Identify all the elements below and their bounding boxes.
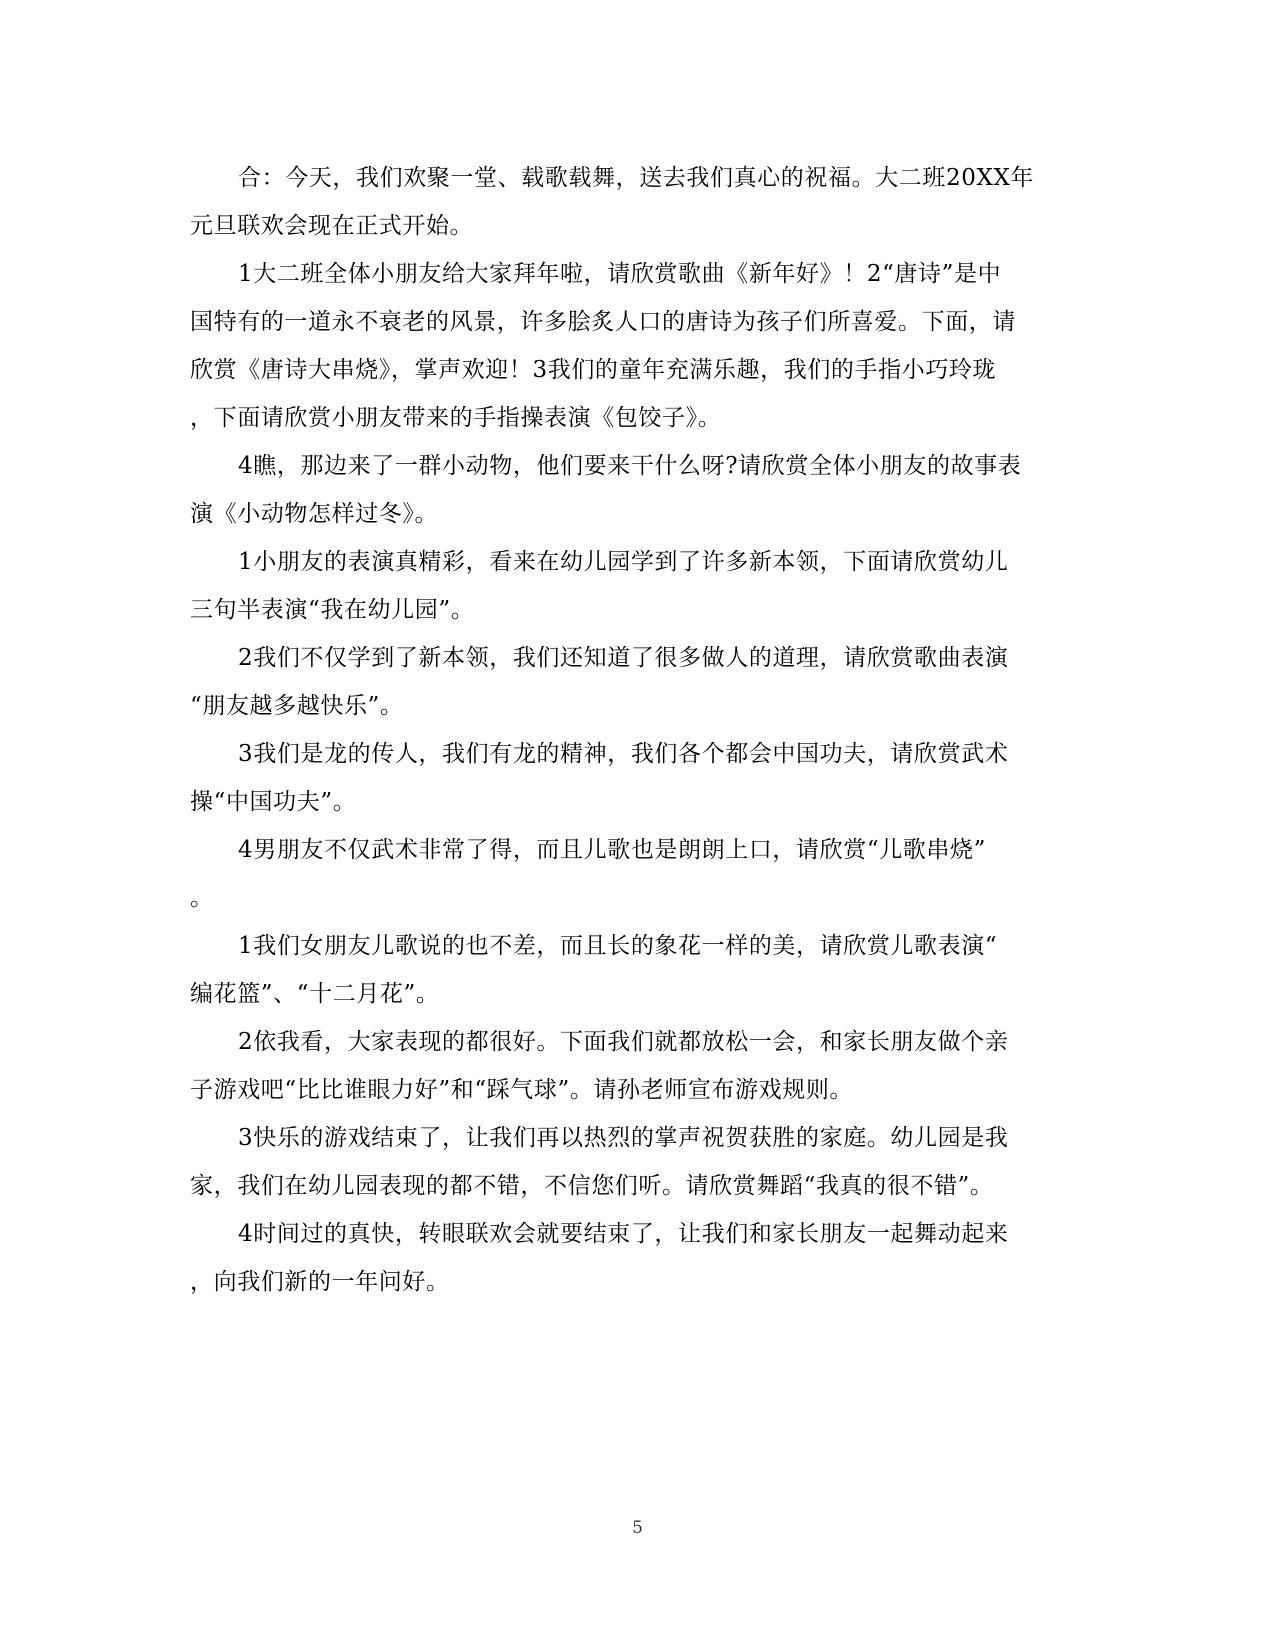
paragraph-program-5: 3我们是龙的传人，我们有龙的精神，我们各个都会中国功夫，请欣赏武术 操“中国功夫”。	[190, 741, 1009, 815]
paragraph-program-3: 1小朋友的表演真精彩，看来在幼儿园学到了许多新本领，下面请欣赏幼儿 三句半表演“我在幼儿园”。	[190, 549, 1009, 623]
paragraph-program-8: 2依我看，大家表现的都很好。下面我们就都放松一会，和家长朋友做个亲 子游戏吧“比比谁眼力好”和“踩气球”。请孙老师宣布游戏规则。	[190, 1029, 1009, 1103]
paragraph-closing: 4时间过的真快，转眼联欢会就要结束了，让我们和家长朋友一起舞动起来 ，向我们新的一年问好。	[190, 1221, 1009, 1295]
paragraph-program-7: 1我们女朋友儿歌说的也不差，而且长的象花一样的美，请欣赏儿歌表演“ 编花篮”、“十二月花”。	[190, 933, 998, 1007]
page-number: 5	[632, 1518, 643, 1538]
paragraph-program-2: 4瞧，那边来了一群小动物，他们要来干什么呀?请欣赏全体小朋友的故事表 演《小动物怎样过冬》。	[190, 453, 1022, 527]
paragraph-program-1: 1大二班全体小朋友给大家拜年啦，请欣赏歌曲《新年好》！2“唐诗”是中 国特有的一道永不衰老的风景，许多脍炙人口的唐诗为孩子们所喜爱。下面，请 欣赏《唐诗大串烧》，掌声欢迎！3我们的童年充满乐趣，我们的手指小巧玲珑 ，下面请欣赏小朋友带来的手指操表演《包饺子》。	[190, 261, 1016, 431]
paragraph-program-9: 3快乐的游戏结束了，让我们再以热烈的掌声祝贺获胜的家庭。幼儿园是我 家，我们在幼儿园表现的都不错，不信您们听。请欣赏舞蹈“我真的很不错”。	[190, 1125, 1009, 1199]
paragraph-program-4: 2我们不仅学到了新本领，我们还知道了很多做人的道理，请欣赏歌曲表演 “朋友越多越快乐”。	[190, 645, 1009, 719]
paragraph-opening: 合：今天，我们欢聚一堂、载歌载舞，送去我们真心的祝福。大二班20XX年 元旦联欢会现在正式开始。	[190, 165, 1035, 239]
paragraph-program-6: 4男朋友不仅武术非常了得，而且儿歌也是朗朗上口，请欣赏“儿歌串烧” 。	[190, 837, 986, 911]
document-body	[190, 154, 1085, 1306]
